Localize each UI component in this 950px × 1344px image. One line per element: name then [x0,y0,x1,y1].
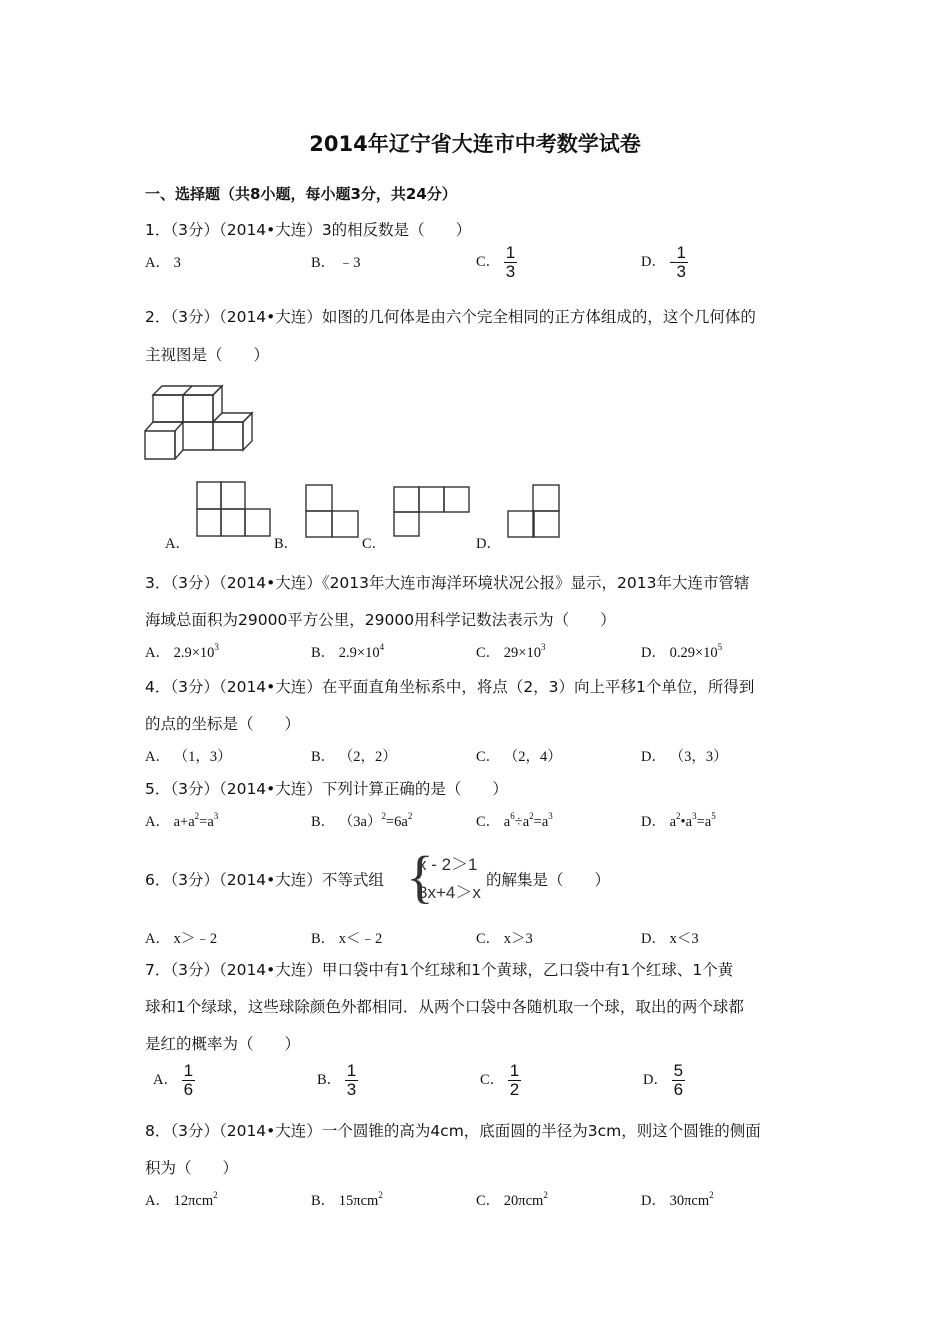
brace-icon: { [406,844,434,909]
q1-stem: 1．（3分）（2014•大连）3的相反数是（ ） [145,221,472,239]
fraction: $\frac{5}{6}$ [673,1061,684,1099]
q1-option-d[interactable]: D． - $\frac{1}{3}$ [641,243,686,281]
q5-stem: 5．（3分）（2014•大连）下列计算正确的是（ ） [145,780,508,798]
q7-option-c[interactable]: C． $\frac{1}{2}$ [480,1061,520,1099]
q5-option-a[interactable]: A． $a+a^2=a^3$ [145,811,219,830]
q2-option-a-view[interactable] [196,481,274,539]
q4-option-a[interactable]: A． （1，3） [145,749,232,765]
q2-option-b[interactable]: B． [274,536,299,552]
q6-option-b[interactable]: B． x＜﹣2 [311,931,383,947]
fraction: $\frac{1}{6}$ [183,1061,194,1099]
q7-stem-line3: 是红的概率为（ ） [145,1035,301,1053]
fraction: $\frac{1}{2}$ [509,1061,520,1099]
q1-option-c[interactable]: C． $\frac{1}{3}$ [476,243,516,281]
q7-option-a[interactable]: A． $\frac{1}{6}$ [153,1061,194,1099]
q3-stem-line2: 海域总面积为29000平方公里，29000用科学记数法表示为（ ） [145,611,616,629]
q8-option-d[interactable]: D． 30πcm$^2$ [641,1190,714,1209]
q7-stem-line1: 7．（3分）（2014•大连）甲口袋中有1个红球和1个黄球，乙口袋中有1个红球、1个黄 [145,961,734,979]
q6-stem-after: 的解集是（ ） [486,871,611,889]
q4-stem-line2: 的点的坐标是（ ） [145,715,301,733]
q8-option-b[interactable]: B． 15πcm$^2$ [311,1190,383,1209]
q6-option-d[interactable]: D． x＜3 [641,931,699,947]
q7-option-d[interactable]: D． $\frac{5}{6}$ [643,1061,684,1099]
q2-option-d[interactable]: D． [476,536,501,552]
q7-stem-line2: 球和1个绿球，这些球除颜色外都相同．从两个口袋中各随机取一个球，取出的两个球都 [145,998,744,1016]
q3-stem-line1: 3．（3分）（2014•大连）《2013年大连市海洋环境状况公报》显示，2013年大连市管辖 [145,574,750,592]
q6-inequality-2: 3x+4＞x [418,883,481,902]
q5-option-d[interactable]: D． $a^2•a^3=a^5$ [641,811,716,830]
q3-option-b[interactable]: B． $2.9\times 10^4$ [311,642,385,661]
q2-option-a[interactable]: A． [165,536,190,552]
q1-option-b[interactable]: B． ﹣3 [311,255,361,271]
q6-inequality-1: x - 2＞1 [418,855,478,874]
fraction: $\frac{1}{3}$ [505,243,516,281]
q6-inequality-system [406,844,481,909]
q8-option-a[interactable]: A． 12πcm$^2$ [145,1190,218,1209]
q2-stem-line1: 2．（3分）（2014•大连）如图的几何体是由六个完全相同的正方体组成的，这个几何体的 [145,308,756,326]
q4-option-b[interactable]: B． （2，2） [311,749,397,765]
q6-option-c[interactable]: C． x＞3 [476,931,533,947]
q2-option-c[interactable]: C． [362,536,387,552]
q8-stem-line1: 8．（3分）（2014•大连）一个圆锥的高为4cm，底面圆的半径为3cm，则这个圆锥的侧面 [145,1122,761,1140]
q2-option-c-view[interactable] [393,486,473,538]
q6-stem-before: 6．（3分）（2014•大连）不等式组 [145,871,384,889]
q6-option-a[interactable]: A． x＞﹣2 [145,931,218,947]
q2-option-b-view[interactable] [305,484,361,539]
page-title: 2014年辽宁省大连市中考数学试卷 [309,132,641,156]
q2-option-d-view[interactable] [507,484,563,539]
q3-option-a[interactable]: A． $2.9\times 10^3$ [145,642,219,661]
q1-option-a[interactable]: A． 3 [145,255,181,271]
q4-option-d[interactable]: D． （3，3） [641,749,728,765]
q5-option-b[interactable]: B． $(3a)^2=6a^2$ [311,811,413,830]
q8-stem-line2: 积为（ ） [145,1159,239,1177]
q8-option-c[interactable]: C． 20πcm$^2$ [476,1190,548,1209]
q7-option-b[interactable]: B． $\frac{1}{3}$ [317,1061,357,1099]
q4-option-c[interactable]: C． （2，4） [476,749,562,765]
section-heading: 一、选择题（共8小题，每小题3分，共24分） [145,185,457,203]
fraction: $\frac{1}{3}$ [346,1061,357,1099]
fraction: $\frac{1}{3}$ [676,243,686,281]
q2-solid-figure [140,380,256,466]
q5-option-c[interactable]: C． $a^6\div a^2=a^3$ [476,811,553,830]
q3-option-c[interactable]: C． $29\times 10^3$ [476,642,546,661]
q4-stem-line1: 4．（3分）（2014•大连）在平面直角坐标系中，将点（2，3）向上平移1个单位，所得到 [145,678,755,696]
q3-option-d[interactable]: D． $0.29\times 10^5$ [641,642,723,661]
q2-stem-line2: 主视图是（ ） [145,346,270,364]
